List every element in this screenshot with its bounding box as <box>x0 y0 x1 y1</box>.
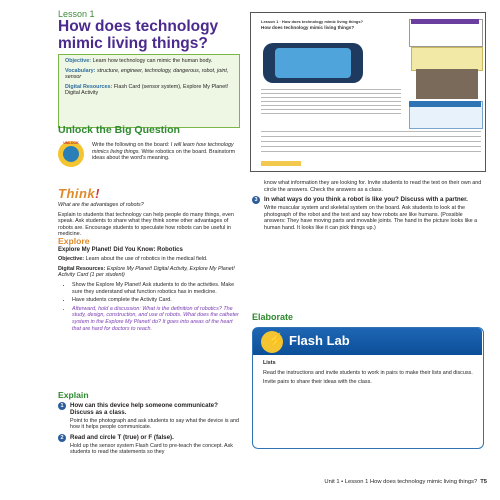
unlock-text-suffix: Write robotics on the board. Brainstorm ideas about the word's meaning. <box>92 148 236 162</box>
question-3 <box>252 196 484 203</box>
thumbnail-text-line <box>261 141 481 142</box>
flash-lab-title: Flash Lab <box>289 333 350 348</box>
thumbnail-title: How does technology mimic living things? <box>261 25 355 30</box>
unlock-badge-label: UNLOCK <box>63 141 79 145</box>
question-1-guide: Point to the photograph and ask students to say what the device is and how it helps people communicate. <box>70 417 240 431</box>
question-3-guide: Write muscular system and skeletal system on the board. Ask students to look at the photograph of the robot and the text and say how robots are like humans. (Possible answers: They have moving parts and movable joints. The hand in the picture looks like a human hand. It looks like it can pick things up.) <box>264 205 478 231</box>
continued-text: know what information they are looking for. Invite students to read the text on their own and circle the answers. Check the answers as a class. <box>264 180 482 193</box>
thumbnail-text-line <box>261 101 401 102</box>
question-1 <box>58 402 240 416</box>
lists-text-2: Invite pairs to share their ideas with the class. <box>263 379 372 386</box>
objective-key: Objective: <box>65 58 92 64</box>
device-screen <box>275 48 351 78</box>
thumbnail-vocab-header <box>411 19 479 24</box>
explore-resources-key: Digital Resources: <box>58 265 106 272</box>
think-question: What are the advantages of robots? <box>58 202 144 208</box>
explore-bullet: • Have students complete the Activity Card. <box>72 297 240 304</box>
question-1-text: How can this device help someone communicate? Discuss as a class. <box>70 401 218 416</box>
explore-bullet-list <box>58 282 240 332</box>
flash-lab-body <box>263 360 473 386</box>
question-2 <box>58 434 240 441</box>
thumbnail-text-line <box>261 146 481 147</box>
question-2-text: Read and circle T (true) or F (false). <box>70 433 174 441</box>
thumbnail-text-line <box>261 93 401 94</box>
explore-resources-text: Explore My Planet! Digital Activity, Explore My Planet! Activity Card (1 per student) <box>58 265 235 279</box>
unlock-text-prefix: Write the following on the board: <box>92 142 170 148</box>
explore-objective-key: Objective: <box>58 256 85 263</box>
unlock-badge-center <box>63 146 79 162</box>
unlock-text <box>92 142 240 162</box>
explain-section <box>58 392 240 459</box>
explore-heading: Explore <box>58 236 90 246</box>
question-2-guide: Hold up the sensor system Flash Card to pre-teach the concept. Ask students to read the statements so they <box>70 442 233 456</box>
thumbnail-text-line <box>261 89 401 90</box>
lists-text-1: Read the instructions and invite students to work in pairs to make their lists and discuss. <box>263 369 473 376</box>
question-number-2: 2 <box>58 434 66 442</box>
resources-key: Digital Resources: <box>65 83 113 90</box>
think-logo-bang: ! <box>95 186 101 201</box>
flash-lab-header <box>253 328 482 355</box>
explore-bullet: • Show the Explore My Planet! Ask students to do the activities. Make sure they understand what function robotics has in medicine. <box>72 282 240 295</box>
robot-photo <box>416 69 478 99</box>
explore-section <box>58 238 240 335</box>
question-number-1: 1 <box>58 402 66 410</box>
thumbnail-text-line <box>261 113 401 114</box>
footer-text: Unit 1 • Lesson 1 How does technology mimic living things? <box>324 479 478 485</box>
question-number-3: 3 <box>252 196 260 204</box>
thumbnail-text-line <box>261 131 481 132</box>
vocabulary-key: Vocabulary: <box>65 67 96 74</box>
lists-label: Lists <box>263 360 276 366</box>
elaborate-heading: Elaborate <box>252 312 294 322</box>
thumbnail-lesson-line: Lesson 1 · How does technology mimic living things? <box>261 19 364 24</box>
explore-subheading: Explore My Planet! Did You Know: Robotics <box>58 246 183 253</box>
thumbnail-text-line <box>261 97 401 98</box>
page-number: T5 <box>480 479 487 485</box>
thumbnail-note-box <box>411 47 483 71</box>
think-text: Explain to students that technology can help people do many things, even speak. Ask students to share what they think some other advantages of robots are. Encourage students to speculate how robots can be useful in medicine. <box>58 211 234 238</box>
resources-text: Flash Card (sensor system), Explore My Planet! Digital Activity <box>65 83 229 97</box>
page-footer <box>205 479 487 485</box>
explore-objective-text: Learn about the use of robotics in the medical field. <box>85 256 208 263</box>
flash-lab-box <box>252 327 484 449</box>
explain-heading: Explain <box>58 390 89 400</box>
thumbnail-text-line <box>261 109 401 110</box>
unlock-text-italic: I will learn how technology mimics living things. <box>92 142 234 155</box>
thumbnail-flash-header <box>409 101 481 107</box>
student-page-thumbnail <box>250 12 486 172</box>
objectives-box <box>58 54 240 128</box>
right-column-text <box>252 180 484 235</box>
thumbnail-footer-tab <box>261 161 301 166</box>
thumbnail-text-line <box>261 151 481 152</box>
think-logo <box>58 186 100 201</box>
thumbnail-text-line <box>261 136 481 137</box>
question-3-text: In what ways do you think a robot is like you? Discuss with a partner. <box>264 196 468 204</box>
think-logo-text: Think <box>58 186 96 201</box>
objective-text: Learn how technology can mimic the human body. <box>92 58 213 64</box>
page-title: How does technology mimic living things? <box>58 18 219 52</box>
lesson-label: Lesson 1 <box>58 9 95 19</box>
vocabulary-text: structure, engineer, technology, dangerous, robot, joint, sensor <box>65 67 229 81</box>
explore-bullet: • Afterward, hold a discussion: What is the definition of robotics? The study, design, construction, and use of robots. What does the catheter system in the Explore My Planet! do? It goes into areas of the heart that are hard for doctors to reach. <box>72 306 240 332</box>
unlock-heading: Unlock the Big Question <box>58 124 180 136</box>
lightning-glyph-icon: ⚡ <box>267 332 285 348</box>
thumbnail-text-line <box>261 105 401 106</box>
